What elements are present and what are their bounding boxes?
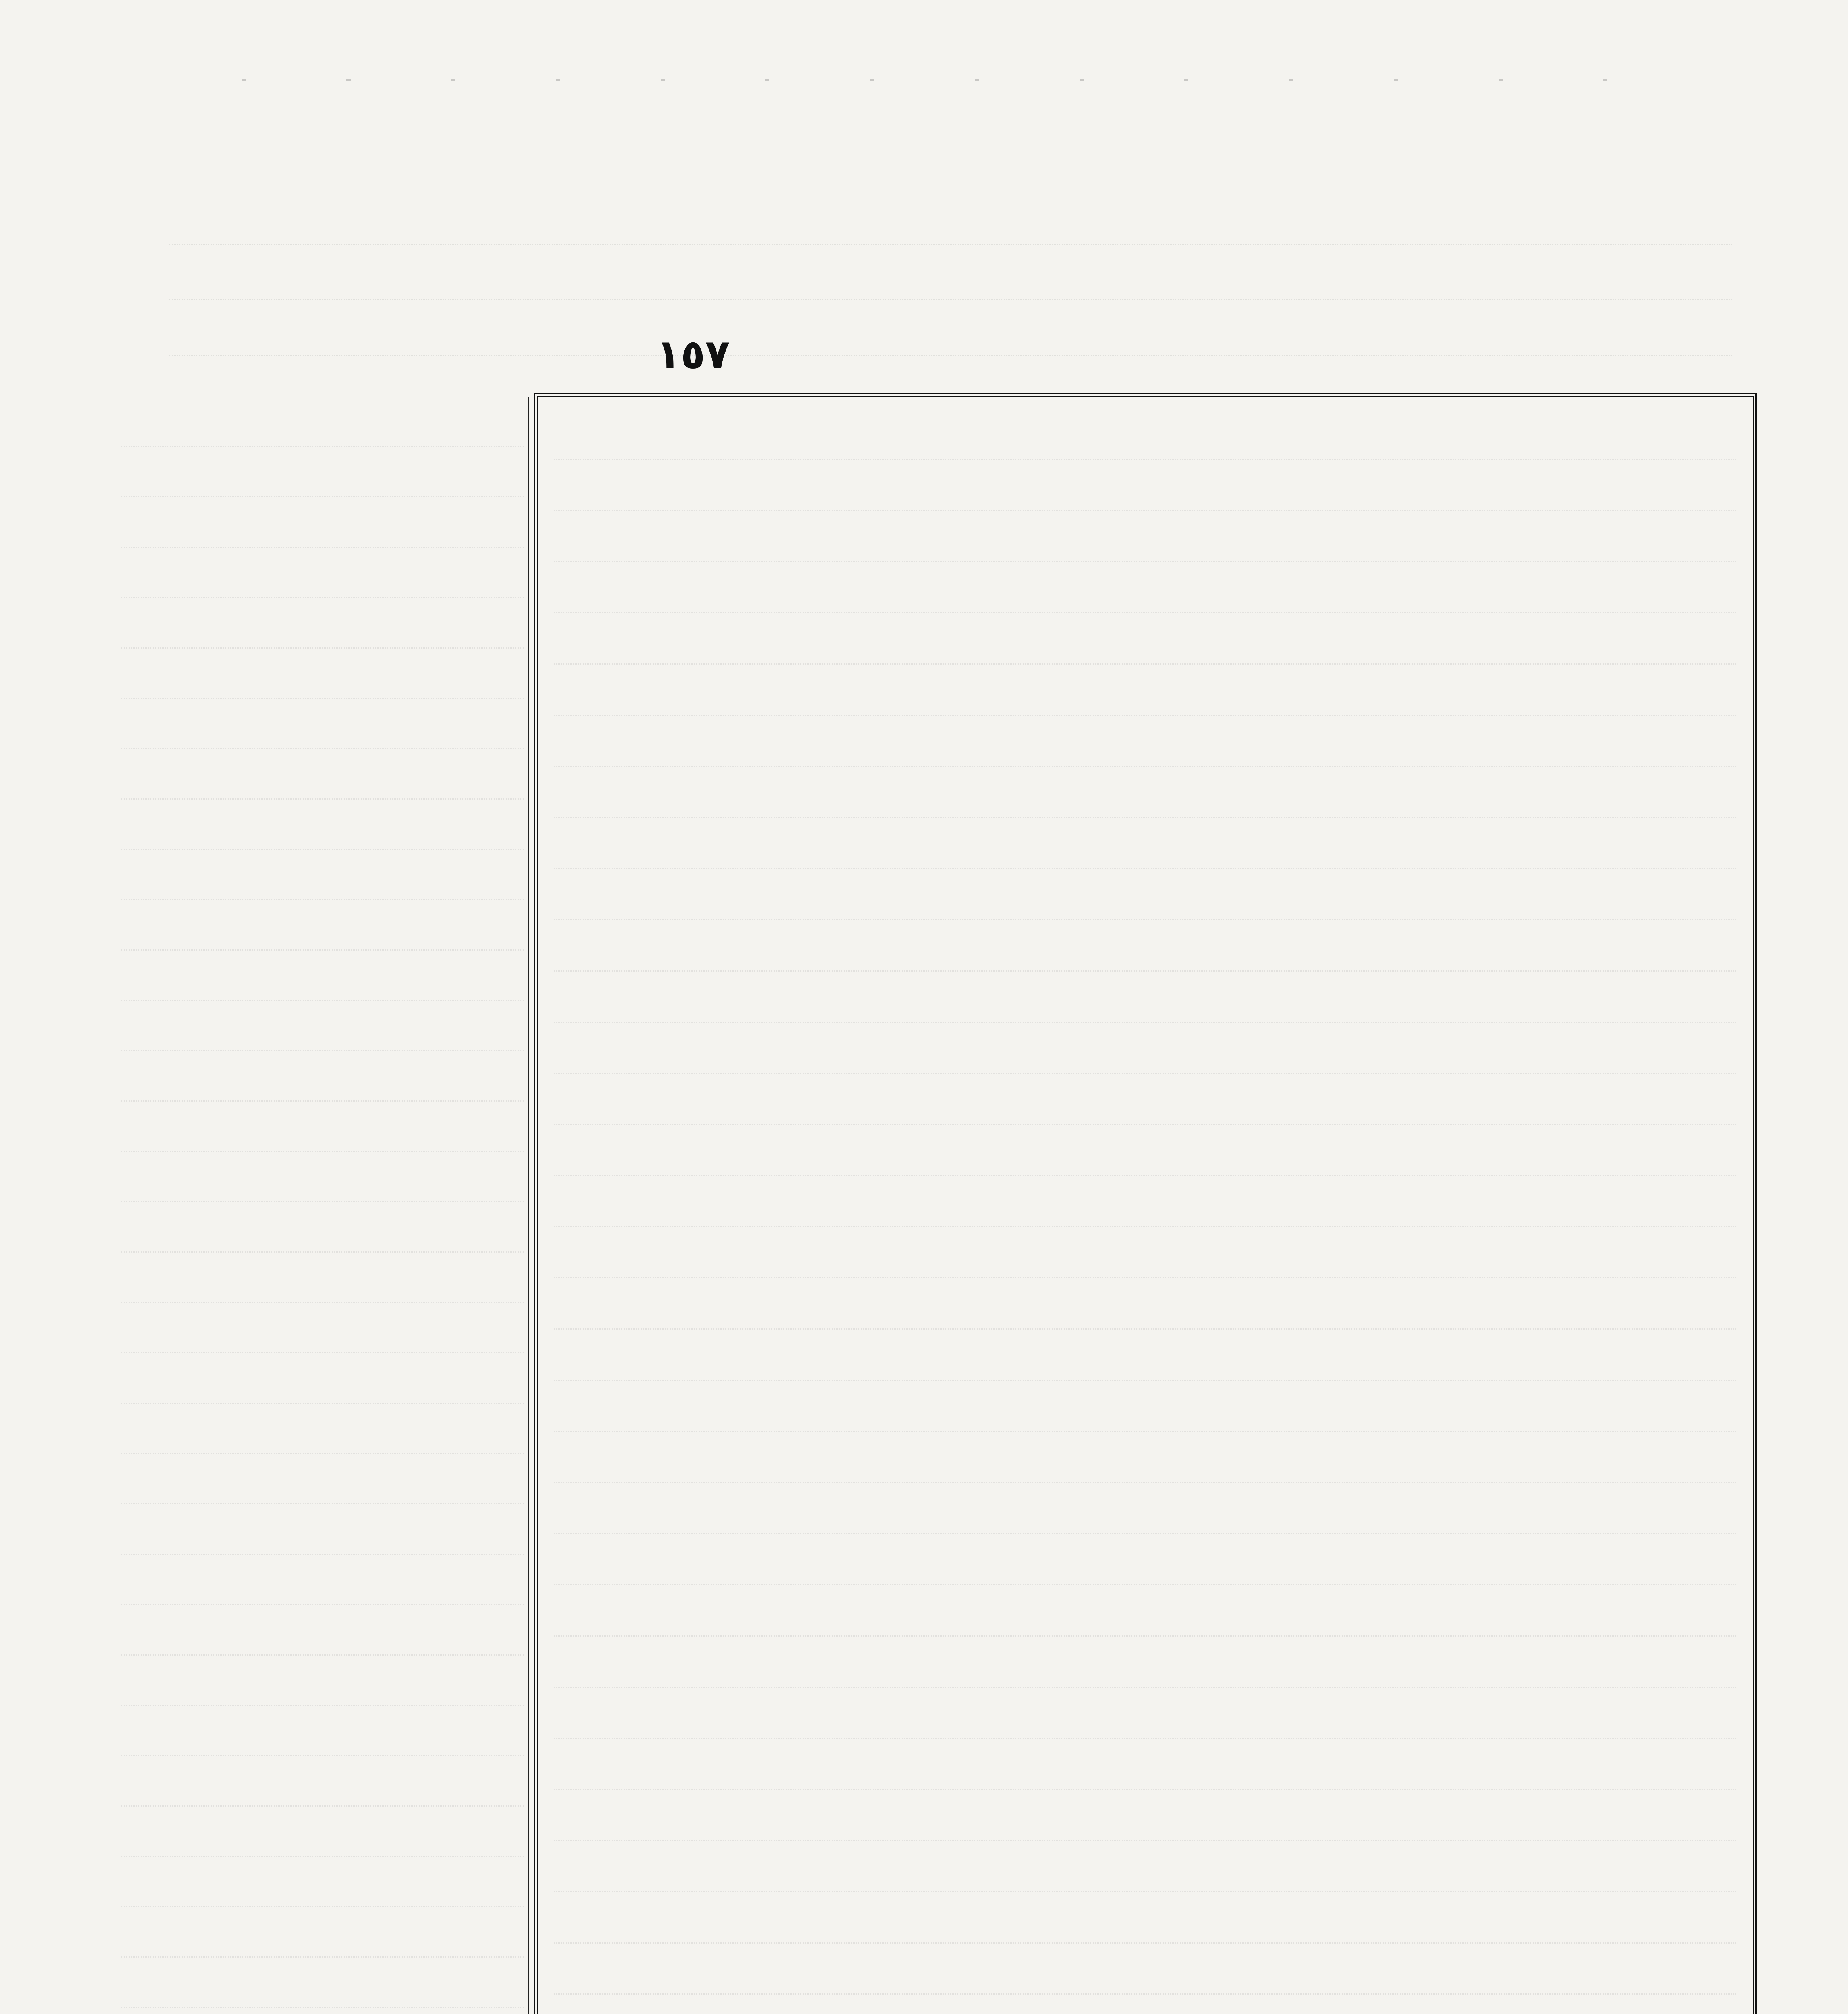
margin-line bbox=[121, 1303, 524, 1353]
margin-line bbox=[121, 1202, 524, 1253]
main-line bbox=[554, 1585, 1736, 1637]
main-line bbox=[554, 767, 1736, 818]
margin-line bbox=[121, 447, 524, 497]
margin-line bbox=[121, 1504, 524, 1555]
main-line bbox=[554, 1330, 1736, 1381]
main-line bbox=[554, 511, 1736, 562]
main-text bbox=[554, 409, 1736, 2014]
main-line bbox=[554, 1125, 1736, 1176]
margin-line bbox=[121, 548, 524, 598]
main-line bbox=[554, 460, 1736, 511]
main-line bbox=[554, 1790, 1736, 1841]
margin-line bbox=[121, 1907, 524, 1958]
margin-line bbox=[121, 951, 524, 1001]
margin-line bbox=[121, 1958, 524, 2008]
margin-line bbox=[121, 1605, 524, 1656]
page-number: ١٥٧ bbox=[656, 331, 730, 378]
main-line bbox=[554, 613, 1736, 665]
margin-line bbox=[121, 800, 524, 850]
main-line bbox=[554, 1739, 1736, 1790]
header-line bbox=[169, 245, 1732, 300]
main-line bbox=[554, 1227, 1736, 1278]
margin-line bbox=[121, 1857, 524, 1907]
margin-line bbox=[121, 1001, 524, 1051]
margin-line bbox=[121, 1152, 524, 1202]
column-divider bbox=[528, 397, 529, 2014]
main-line bbox=[554, 1637, 1736, 1688]
main-line bbox=[554, 1176, 1736, 1227]
header-gloss bbox=[169, 189, 1732, 356]
main-line bbox=[554, 562, 1736, 613]
main-line bbox=[554, 1892, 1736, 1944]
main-line bbox=[554, 818, 1736, 869]
margin-line bbox=[121, 1706, 524, 1756]
margin-line bbox=[121, 1656, 524, 1706]
margin-line bbox=[121, 497, 524, 548]
margin-line bbox=[121, 900, 524, 951]
margin-line bbox=[121, 1253, 524, 1303]
main-line bbox=[554, 1944, 1736, 1995]
main-line bbox=[554, 1278, 1736, 1330]
header-line bbox=[169, 300, 1732, 356]
main-line bbox=[554, 1023, 1736, 1074]
main-line bbox=[554, 1688, 1736, 1739]
main-line bbox=[554, 1995, 1736, 2014]
main-line bbox=[554, 1841, 1736, 1892]
main-line bbox=[554, 1483, 1736, 1534]
margin-line bbox=[121, 1555, 524, 1605]
main-line bbox=[554, 1432, 1736, 1483]
margin-line bbox=[121, 749, 524, 800]
main-line bbox=[554, 716, 1736, 767]
header-line bbox=[169, 189, 1732, 245]
margin-line bbox=[121, 397, 524, 447]
margin-line bbox=[121, 699, 524, 749]
margin-line bbox=[121, 2008, 524, 2014]
main-text-frame bbox=[534, 393, 1757, 2014]
main-line bbox=[554, 665, 1736, 716]
margin-line bbox=[121, 1454, 524, 1504]
main-line bbox=[554, 409, 1736, 460]
main-line bbox=[554, 972, 1736, 1023]
main-line bbox=[554, 1381, 1736, 1432]
margin-line bbox=[121, 598, 524, 649]
margin-line bbox=[121, 850, 524, 900]
margin-line bbox=[121, 1807, 524, 1857]
margin-line bbox=[121, 1404, 524, 1454]
margin-line bbox=[121, 1756, 524, 1807]
main-line bbox=[554, 920, 1736, 972]
main-line bbox=[554, 1074, 1736, 1125]
main-line bbox=[554, 869, 1736, 920]
top-edge-marks bbox=[242, 79, 1652, 81]
margin-line bbox=[121, 1051, 524, 1102]
main-line bbox=[554, 1534, 1736, 1585]
margin-line bbox=[121, 1353, 524, 1404]
marginal-gloss bbox=[121, 397, 524, 2014]
margin-line bbox=[121, 1102, 524, 1152]
margin-line bbox=[121, 649, 524, 699]
